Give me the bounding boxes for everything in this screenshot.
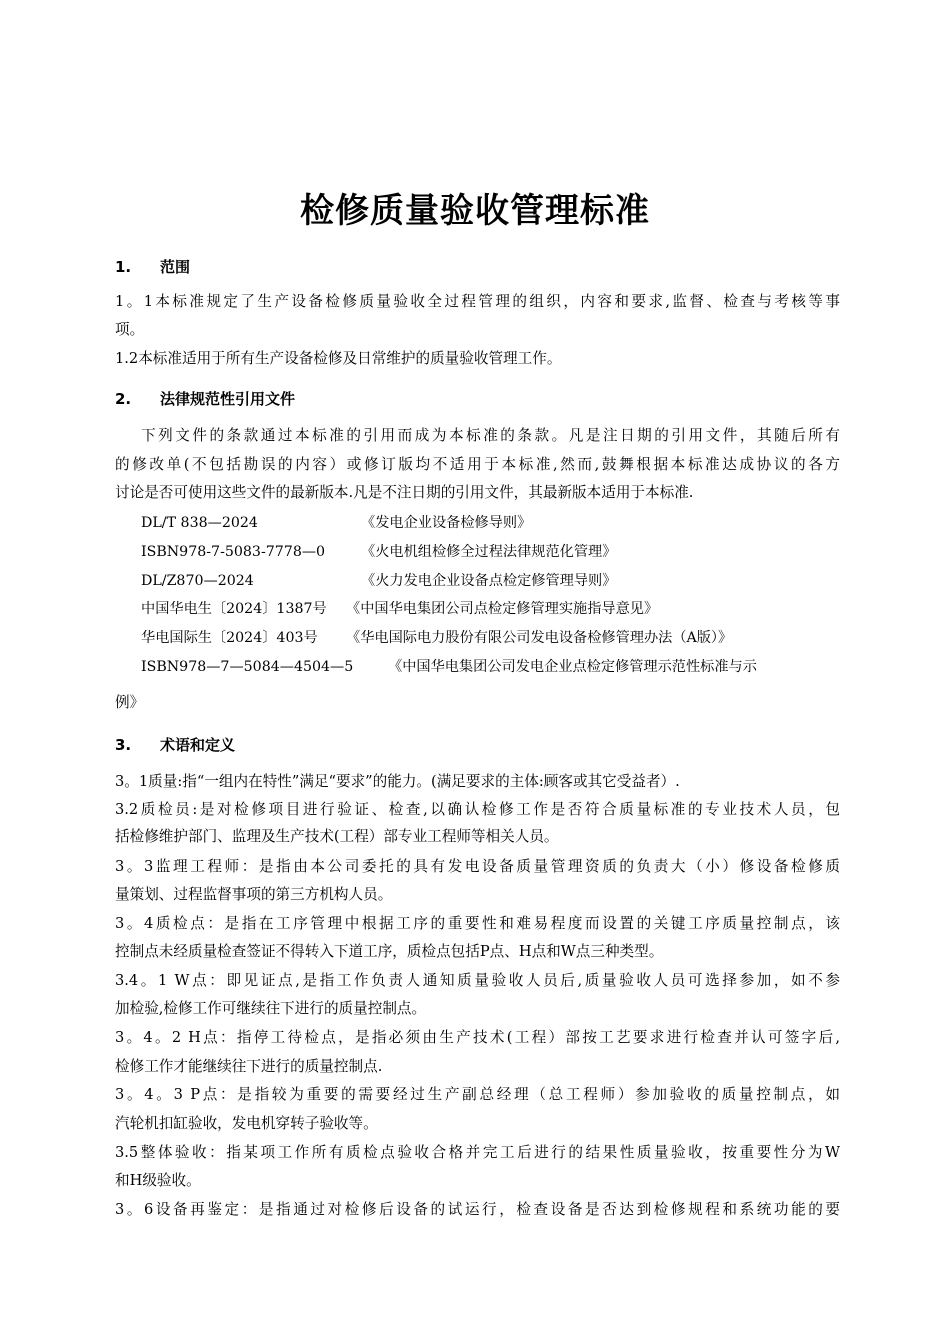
paragraph-line: 的修改单(不包括勘误的内容）或修订版均不适用于本标准,然而,鼓舞根据本标准达成协议的各方 [115,456,840,473]
reference-code: ISBN978—7—5084—4504—5 [141,659,354,675]
section-number: 1. [115,258,132,276]
reference-code: DL/Z870—2024 [141,573,254,589]
reference-code: DL/T 838—2024 [141,515,258,531]
section-3-heading [115,734,235,755]
reference-name: 《华电国际电力股份有限公司发电设备检修管理办法（A版）》 [346,630,733,646]
paragraph-line: 项。 [115,321,145,338]
section-title: 法律规范性引用文件 [160,390,296,408]
definition-line: 括检修维护部门、监理及生产技术(工程）部专业工程师等相关人员。 [115,828,559,845]
reference-name: 《火电机组检修全过程法律规范化管理》 [361,544,617,560]
reference-name: 《中国华电集团公司发电企业点检定修管理示范性标准与示 [388,659,757,675]
definition-line: 3。1质量:指“一组内在特性”满足“要求”的能力。(满足要求的主体:顾客或其它受益者）. [115,773,680,790]
definition-line: 控制点未经质量检查签证不得转入下道工序，质检点包括P点、H点和W点三种类型。 [115,943,664,960]
section-number: 2. [115,390,132,408]
section-title: 术语和定义 [160,736,236,754]
definition-line: 3。4。3 P点：是指较为重要的需要经过生产副总经理（总工程师）参加验收的质量控制点，如 [115,1086,840,1103]
document-title: 检修质量验收管理标准 [300,191,650,231]
definition-line: 3。4。2 H点：指停工待检点，是指必须由生产技术(工程）部按工艺要求进行检查并认可签字后, [115,1029,840,1046]
paragraph-line: 1.2本标准适用于所有生产设备检修及日常维护的质量验收管理工作。 [115,350,562,367]
section-title: 范围 [160,258,191,276]
definition-line: 3。4质检点：是指在工序管理中根据工序的重要性和难易程度而设置的关键工序质量控制点，该 [115,915,840,932]
paragraph-line: 1。1本标准规定了生产设备检修质量验收全过程管理的组织，内容和要求,监督、检查与考核等事 [115,293,840,310]
definition-line: 加检验,检修工作可继续往下进行的质量控制点。 [115,1000,427,1017]
definition-line: 量策划、过程监督事项的第三方机构人员。 [115,886,393,903]
reference-name: 《中国华电集团公司点检定修管理实施指导意见》 [346,601,659,617]
reference-name-continuation: 例》 [115,694,145,711]
definition-line: 检修工作才能继续往下进行的质量控制点. [115,1058,383,1075]
paragraph-line: 讨论是否可使用这些文件的最新版本.凡是不注日期的引用文件，其最新版本适用于本标准. [115,484,694,501]
reference-name: 《发电企业设备检修导则》 [361,515,532,531]
reference-name: 《火力发电企业设备点检定修管理导则》 [361,573,617,589]
section-1-heading [115,256,190,277]
section-2-heading [115,388,295,409]
definition-line: 3.5整体验收：指某项工作所有质检点验收合格并完工后进行的结果性质量验收，按重要性分为W [115,1144,840,1161]
reference-code: ISBN978-7-5083-7778—0 [141,544,326,560]
reference-code: 中国华电生〔2024〕1387号 [141,601,327,617]
definition-line: 3。6设备再鉴定：是指通过对检修后设备的试运行，检查设备是否达到检修规程和系统功能的要 [115,1201,840,1218]
paragraph-line: 下列文件的条款通过本标准的引用而成为本标准的条款。凡是注日期的引用文件，其随后所有 [141,427,840,444]
definition-line: 3。3监理工程师：是指由本公司委托的具有发电设备质量管理资质的负责大（小）修设备检修质 [115,858,840,875]
reference-code: 华电国际生〔2024〕403号 [141,630,318,646]
definition-line: 3.2质检员:是对检修项目进行验证、检查,以确认检修工作是否符合质量标准的专业技术人员，包 [115,801,840,818]
definition-line: 和H级验收。 [115,1172,201,1189]
definition-line: 汽轮机扣缸验收，发电机穿转子验收等。 [115,1115,378,1132]
section-number: 3. [115,736,132,754]
definition-line: 3.4。1 W点：即见证点,是指工作负责人通知质量验收人员后,质量验收人员可选择参加，如不参 [115,972,840,989]
